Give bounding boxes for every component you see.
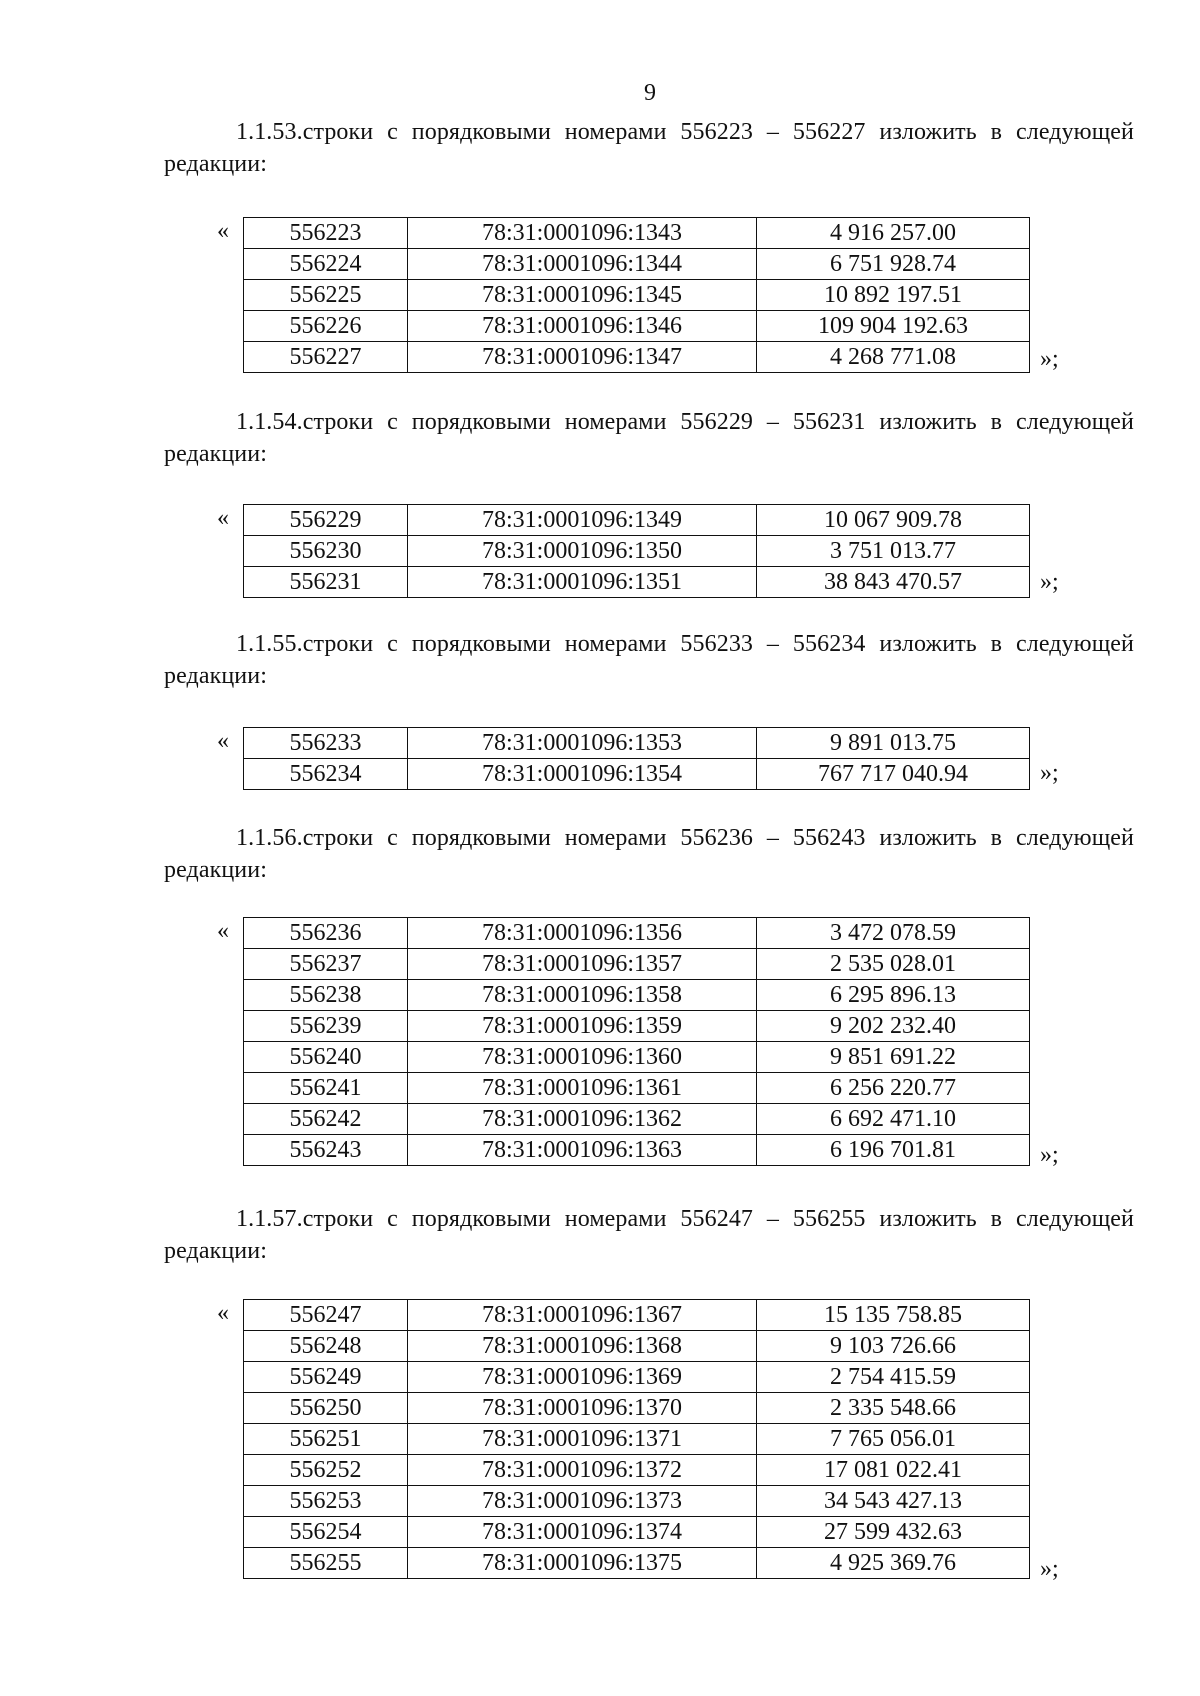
value-cell: 2 535 028.01 — [757, 949, 1030, 980]
table-row — [244, 311, 1030, 342]
row-number-cell: 556250 — [244, 1393, 408, 1424]
row-number-cell: 556230 — [244, 536, 408, 567]
cadastral-number-cell: 78:31:0001096:1360 — [408, 1042, 757, 1073]
row-number-cell: 556231 — [244, 567, 408, 598]
value-cell: 9 202 232.40 — [757, 1011, 1030, 1042]
table-row — [244, 949, 1030, 980]
row-number-cell: 556242 — [244, 1104, 408, 1135]
table-row — [244, 918, 1030, 949]
value-cell: 10 067 909.78 — [757, 505, 1030, 536]
cadastral-number-cell: 78:31:0001096:1375 — [408, 1548, 757, 1579]
cadastral-number-cell: 78:31:0001096:1351 — [408, 567, 757, 598]
row-number-cell: 556224 — [244, 249, 408, 280]
table-row — [244, 536, 1030, 567]
cadastral-number-cell: 78:31:0001096:1345 — [408, 280, 757, 311]
closing-quote: »; — [1040, 760, 1059, 786]
value-cell: 6 692 471.10 — [757, 1104, 1030, 1135]
row-number-cell: 556238 — [244, 980, 408, 1011]
table-row — [244, 1455, 1030, 1486]
value-cell: 17 081 022.41 — [757, 1455, 1030, 1486]
row-number-cell: 556254 — [244, 1517, 408, 1548]
row-number-cell: 556247 — [244, 1300, 408, 1331]
table-row — [244, 280, 1030, 311]
cadastral-number-cell: 78:31:0001096:1354 — [408, 759, 757, 790]
opening-quote: « — [217, 728, 229, 754]
table-row — [244, 1331, 1030, 1362]
cadastral-table — [243, 504, 1030, 598]
value-cell: 27 599 432.63 — [757, 1517, 1030, 1548]
table-row — [244, 1517, 1030, 1548]
value-cell: 4 268 771.08 — [757, 342, 1030, 373]
row-number-cell: 556236 — [244, 918, 408, 949]
row-number-cell: 556223 — [244, 218, 408, 249]
cadastral-number-cell: 78:31:0001096:1349 — [408, 505, 757, 536]
value-cell: 3 751 013.77 — [757, 536, 1030, 567]
row-number-cell: 556248 — [244, 1331, 408, 1362]
section-heading: 1.1.55.строки с порядковыми номерами 556233 – 556234 изложить в следующей редакции: — [164, 631, 1134, 689]
opening-quote: « — [217, 1300, 229, 1326]
closing-quote: »; — [1040, 1142, 1059, 1168]
row-number-cell: 556239 — [244, 1011, 408, 1042]
value-cell: 6 256 220.77 — [757, 1073, 1030, 1104]
value-cell: 6 196 701.81 — [757, 1135, 1030, 1166]
cadastral-table — [243, 727, 1030, 790]
row-number-cell: 556225 — [244, 280, 408, 311]
section-heading: 1.1.54.строки с порядковыми номерами 556229 – 556231 изложить в следующей редакции: — [164, 409, 1134, 467]
row-number-cell: 556237 — [244, 949, 408, 980]
cadastral-table — [243, 217, 1030, 373]
value-cell: 9 891 013.75 — [757, 728, 1030, 759]
row-number-cell: 556233 — [244, 728, 408, 759]
row-number-cell: 556252 — [244, 1455, 408, 1486]
cadastral-number-cell: 78:31:0001096:1367 — [408, 1300, 757, 1331]
cadastral-number-cell: 78:31:0001096:1343 — [408, 218, 757, 249]
value-cell: 2 754 415.59 — [757, 1362, 1030, 1393]
value-cell: 15 135 758.85 — [757, 1300, 1030, 1331]
table-row — [244, 1393, 1030, 1424]
row-number-cell: 556226 — [244, 311, 408, 342]
value-cell: 109 904 192.63 — [757, 311, 1030, 342]
cadastral-number-cell: 78:31:0001096:1372 — [408, 1455, 757, 1486]
cadastral-number-cell: 78:31:0001096:1374 — [408, 1517, 757, 1548]
section-heading: 1.1.53.строки с порядковыми номерами 556223 – 556227 изложить в следующей редакции: — [164, 119, 1134, 177]
table-row — [244, 759, 1030, 790]
table-row — [244, 1486, 1030, 1517]
cadastral-number-cell: 78:31:0001096:1358 — [408, 980, 757, 1011]
cadastral-number-cell: 78:31:0001096:1356 — [408, 918, 757, 949]
row-number-cell: 556240 — [244, 1042, 408, 1073]
cadastral-number-cell: 78:31:0001096:1357 — [408, 949, 757, 980]
table-row — [244, 1011, 1030, 1042]
table-row — [244, 1424, 1030, 1455]
cadastral-number-cell: 78:31:0001096:1370 — [408, 1393, 757, 1424]
value-cell: 10 892 197.51 — [757, 280, 1030, 311]
cadastral-number-cell: 78:31:0001096:1363 — [408, 1135, 757, 1166]
opening-quote: « — [217, 918, 229, 944]
table-row — [244, 1300, 1030, 1331]
cadastral-table — [243, 917, 1030, 1166]
closing-quote: »; — [1040, 569, 1059, 595]
row-number-cell: 556241 — [244, 1073, 408, 1104]
value-cell: 9 103 726.66 — [757, 1331, 1030, 1362]
section-heading: 1.1.56.строки с порядковыми номерами 556236 – 556243 изложить в следующей редакции: — [164, 825, 1134, 883]
value-cell: 7 765 056.01 — [757, 1424, 1030, 1455]
table-row — [244, 1042, 1030, 1073]
table-row — [244, 1104, 1030, 1135]
row-number-cell: 556243 — [244, 1135, 408, 1166]
row-number-cell: 556253 — [244, 1486, 408, 1517]
value-cell: 4 916 257.00 — [757, 218, 1030, 249]
cadastral-number-cell: 78:31:0001096:1344 — [408, 249, 757, 280]
value-cell: 4 925 369.76 — [757, 1548, 1030, 1579]
cadastral-number-cell: 78:31:0001096:1368 — [408, 1331, 757, 1362]
table-row — [244, 249, 1030, 280]
cadastral-number-cell: 78:31:0001096:1373 — [408, 1486, 757, 1517]
table-row — [244, 1362, 1030, 1393]
table-row — [244, 505, 1030, 536]
table-row — [244, 1073, 1030, 1104]
value-cell: 9 851 691.22 — [757, 1042, 1030, 1073]
value-cell: 767 717 040.94 — [757, 759, 1030, 790]
value-cell: 2 335 548.66 — [757, 1393, 1030, 1424]
table-row — [244, 567, 1030, 598]
cadastral-table — [243, 1299, 1030, 1579]
row-number-cell: 556251 — [244, 1424, 408, 1455]
table-row — [244, 342, 1030, 373]
cadastral-number-cell: 78:31:0001096:1371 — [408, 1424, 757, 1455]
row-number-cell: 556227 — [244, 342, 408, 373]
row-number-cell: 556229 — [244, 505, 408, 536]
value-cell: 34 543 427.13 — [757, 1486, 1030, 1517]
opening-quote: « — [217, 505, 229, 531]
row-number-cell: 556249 — [244, 1362, 408, 1393]
value-cell: 3 472 078.59 — [757, 918, 1030, 949]
table-row — [244, 218, 1030, 249]
page-number: 9 — [644, 80, 656, 106]
row-number-cell: 556255 — [244, 1548, 408, 1579]
cadastral-number-cell: 78:31:0001096:1346 — [408, 311, 757, 342]
cadastral-number-cell: 78:31:0001096:1347 — [408, 342, 757, 373]
cadastral-number-cell: 78:31:0001096:1362 — [408, 1104, 757, 1135]
table-row — [244, 728, 1030, 759]
row-number-cell: 556234 — [244, 759, 408, 790]
cadastral-number-cell: 78:31:0001096:1350 — [408, 536, 757, 567]
table-row — [244, 1548, 1030, 1579]
closing-quote: »; — [1040, 346, 1059, 372]
value-cell: 6 751 928.74 — [757, 249, 1030, 280]
cadastral-number-cell: 78:31:0001096:1361 — [408, 1073, 757, 1104]
cadastral-number-cell: 78:31:0001096:1359 — [408, 1011, 757, 1042]
value-cell: 38 843 470.57 — [757, 567, 1030, 598]
closing-quote: »; — [1040, 1556, 1059, 1582]
cadastral-number-cell: 78:31:0001096:1369 — [408, 1362, 757, 1393]
section-heading: 1.1.57.строки с порядковыми номерами 556247 – 556255 изложить в следующей редакции: — [164, 1206, 1134, 1264]
table-row — [244, 1135, 1030, 1166]
opening-quote: « — [217, 218, 229, 244]
value-cell: 6 295 896.13 — [757, 980, 1030, 1011]
cadastral-number-cell: 78:31:0001096:1353 — [408, 728, 757, 759]
table-row — [244, 980, 1030, 1011]
